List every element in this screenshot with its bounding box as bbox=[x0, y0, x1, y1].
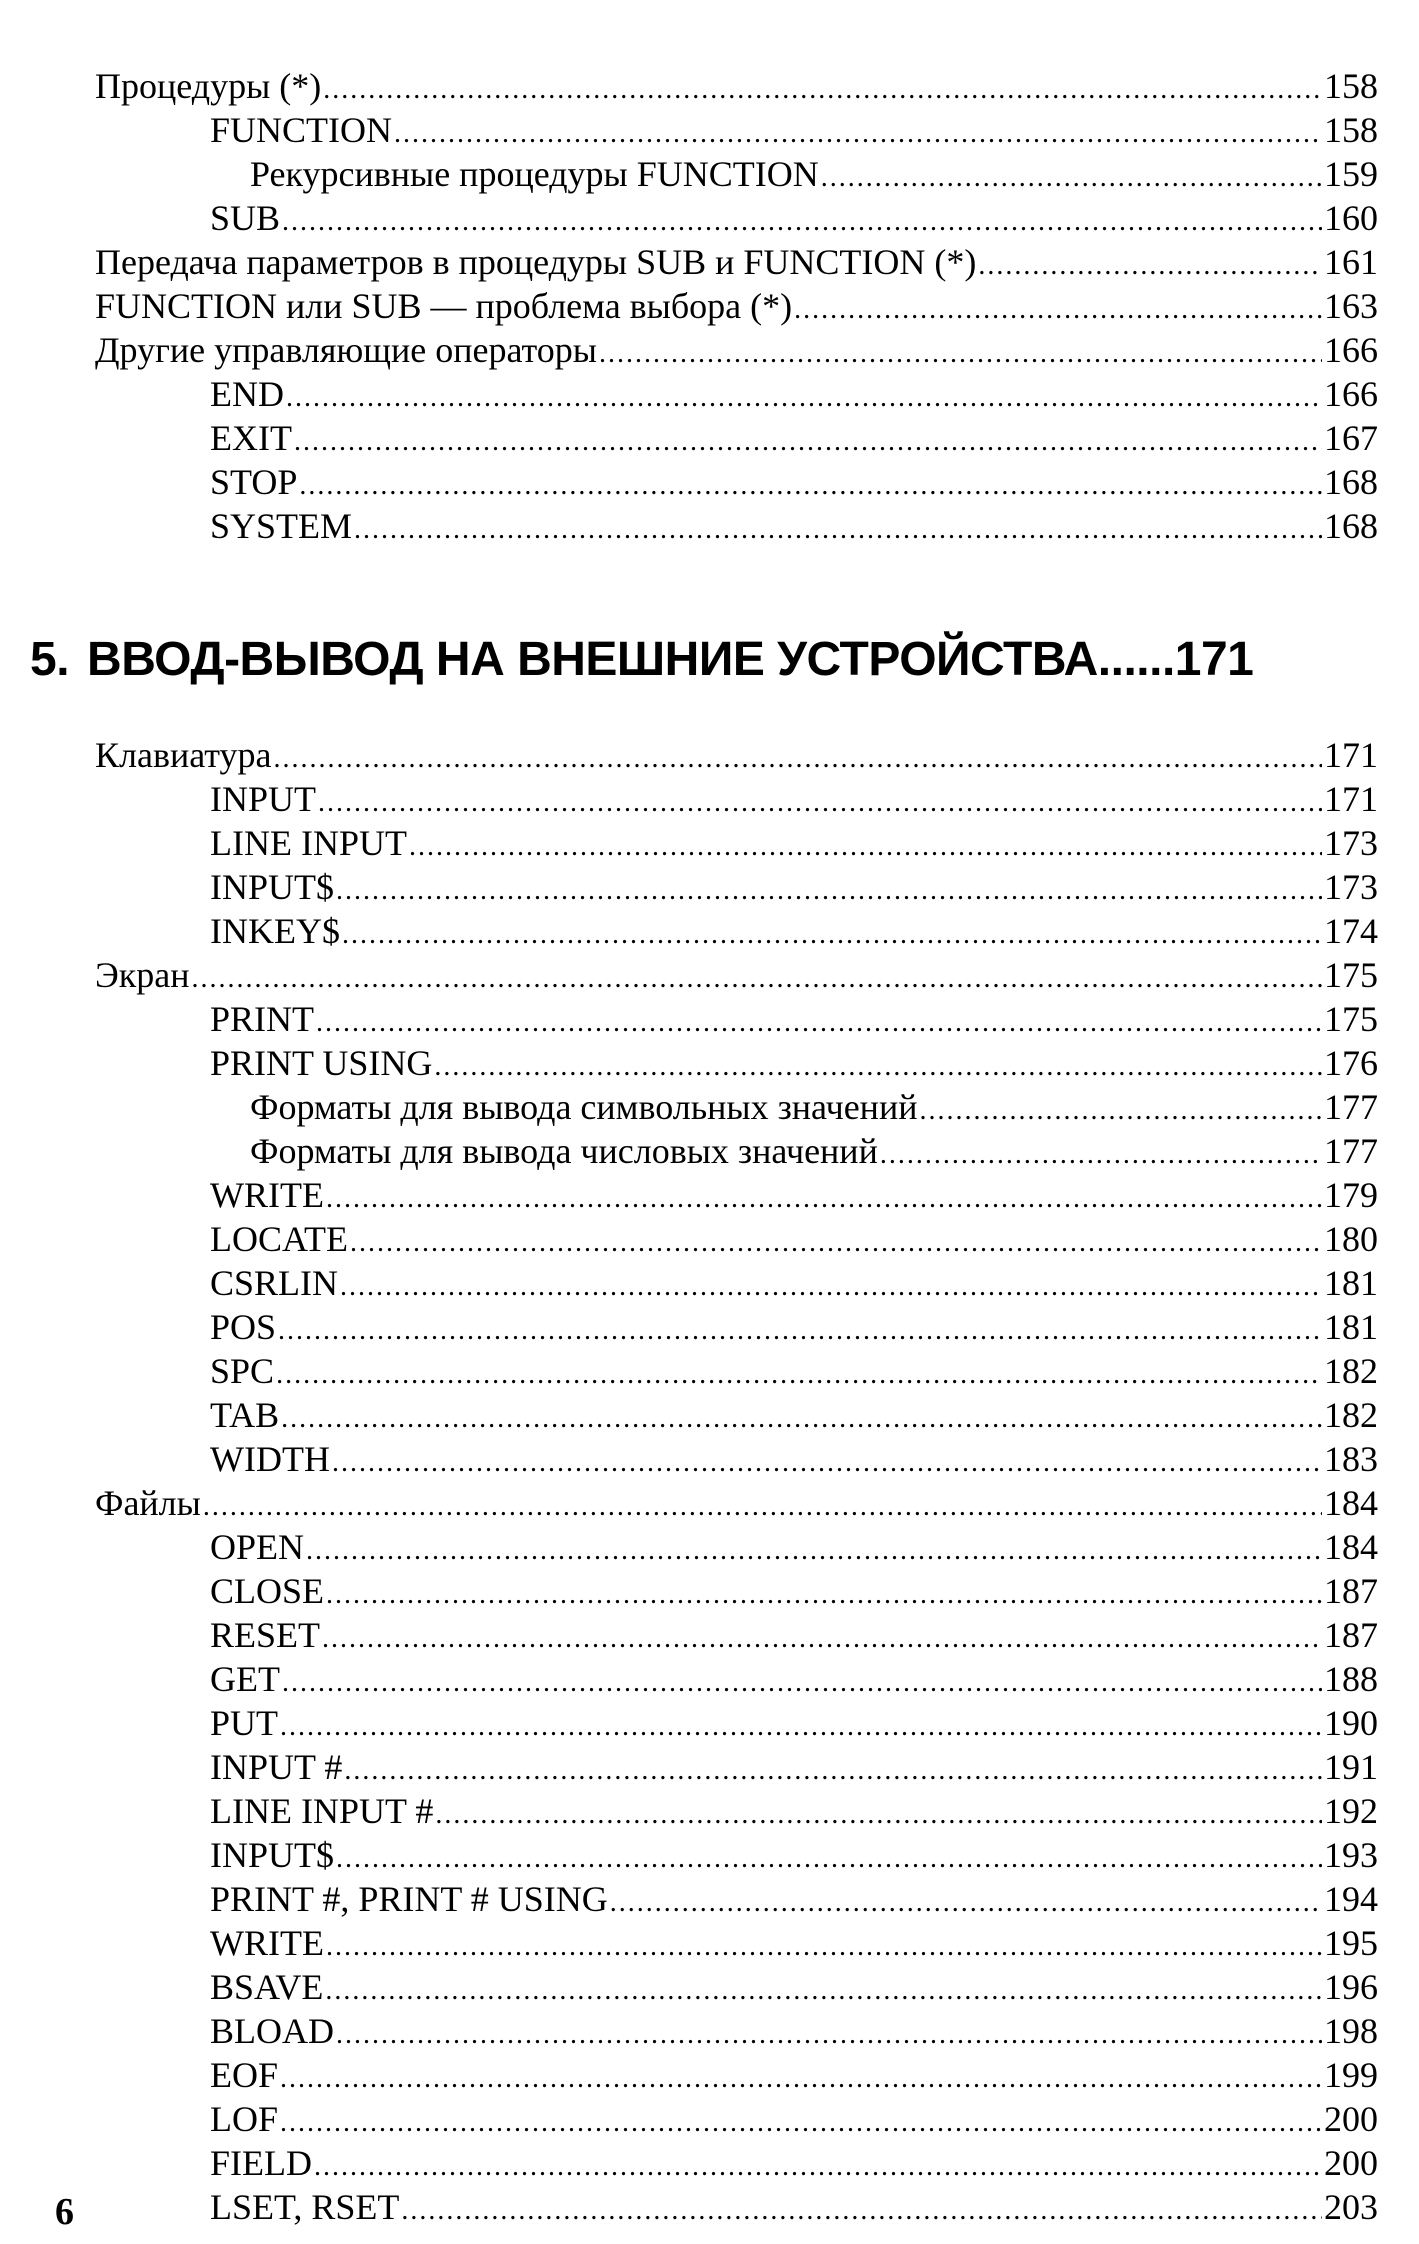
chapter-page: 171 bbox=[1174, 633, 1254, 686]
toc-entry bbox=[95, 2097, 1378, 2141]
toc-leader-dots bbox=[294, 420, 1322, 464]
toc-entry-title: FUNCTION или SUB — проблема выбора (*) bbox=[95, 286, 793, 326]
toc-entry bbox=[95, 1217, 1378, 1261]
toc-section-top bbox=[95, 64, 1378, 548]
toc-entry-page: 176 bbox=[1324, 1043, 1378, 1083]
toc-entry bbox=[95, 865, 1378, 909]
toc-entry bbox=[95, 1965, 1378, 2009]
toc-leader-dots bbox=[286, 376, 1322, 420]
toc-leader-dots bbox=[314, 2145, 1322, 2189]
toc-entry bbox=[95, 1261, 1378, 1305]
toc-entry-page: 200 bbox=[1324, 2099, 1378, 2139]
toc-entry bbox=[95, 460, 1378, 504]
toc-entry bbox=[95, 1129, 1378, 1173]
toc-entry bbox=[95, 1701, 1378, 1745]
toc-entry-page: 193 bbox=[1324, 1835, 1378, 1875]
toc-entry bbox=[95, 1173, 1378, 1217]
toc-entry bbox=[95, 372, 1378, 416]
toc-leader-dots bbox=[325, 1969, 1322, 2013]
toc-entry-page: 196 bbox=[1324, 1967, 1378, 2007]
toc-entry-page: 167 bbox=[1324, 418, 1378, 458]
toc-entry bbox=[95, 953, 1378, 997]
toc-entry-title: PRINT #, PRINT # USING bbox=[210, 1879, 608, 1919]
toc-entry-page: 160 bbox=[1324, 198, 1378, 238]
toc-entry-page: 195 bbox=[1324, 1923, 1378, 1963]
toc-leader-dots bbox=[282, 1661, 1322, 1705]
toc-entry bbox=[95, 1877, 1378, 1921]
toc-entry-page: 171 bbox=[1324, 779, 1378, 819]
toc-leader-dots bbox=[276, 1353, 1322, 1397]
toc-entry-title: Рекурсивные процедуры FUNCTION bbox=[250, 154, 819, 194]
toc-entry-title: PUT bbox=[210, 1703, 279, 1743]
toc-leader-dots bbox=[336, 869, 1322, 913]
toc-leader-dots bbox=[794, 288, 1322, 332]
toc-entry bbox=[95, 909, 1378, 953]
toc-leader-dots bbox=[192, 957, 1323, 1001]
toc-leader-dots bbox=[344, 1749, 1322, 1793]
toc-entry-page: 173 bbox=[1324, 867, 1378, 907]
toc-entry-page: 174 bbox=[1324, 911, 1378, 951]
toc-entry-page: 175 bbox=[1324, 955, 1378, 995]
toc-leader-dots bbox=[599, 332, 1322, 376]
toc-entry-title: FIELD bbox=[210, 2143, 312, 2183]
toc-entry bbox=[95, 1041, 1378, 1085]
toc-leader-dots bbox=[409, 825, 1322, 869]
toc-entry-page: 182 bbox=[1324, 1395, 1378, 1435]
toc-entry-title: Форматы для вывода числовых значений bbox=[250, 1131, 878, 1171]
toc-leader-dots bbox=[336, 2013, 1322, 2057]
toc-entry-title: EOF bbox=[210, 2055, 279, 2095]
toc-entry-page: 158 bbox=[1324, 66, 1378, 106]
toc-entry bbox=[95, 2141, 1378, 2185]
toc-entry-page: 163 bbox=[1324, 286, 1378, 326]
toc-entry-page: 182 bbox=[1324, 1351, 1378, 1391]
toc-entry-title: Процедуры (*) bbox=[95, 66, 322, 106]
toc-leader-dots bbox=[821, 156, 1322, 200]
toc-entry bbox=[95, 1569, 1378, 1613]
toc-entry bbox=[95, 1437, 1378, 1481]
toc-entry-title: WRITE bbox=[210, 1923, 324, 1963]
toc-entry bbox=[95, 1833, 1378, 1877]
toc-entry-title: INKEY$ bbox=[210, 911, 340, 951]
chapter-dots: ...... bbox=[1097, 633, 1175, 686]
toc-entry bbox=[95, 152, 1378, 196]
toc-entry-title: SUB bbox=[210, 198, 281, 238]
toc-entry-title: Передача параметров в процедуры SUB и FUNCTION (*) bbox=[95, 242, 977, 282]
toc-entry-title: SYSTEM bbox=[210, 506, 353, 546]
toc-entry bbox=[95, 2009, 1378, 2053]
toc-entry-title: TAB bbox=[210, 1395, 280, 1435]
toc-entry-title: CLOSE bbox=[210, 1571, 325, 1611]
toc-entry-title: Файлы bbox=[95, 1483, 201, 1523]
toc-entry-title: INPUT bbox=[210, 779, 316, 819]
toc-leader-dots bbox=[282, 200, 1322, 244]
toc-leader-dots bbox=[401, 2189, 1322, 2233]
toc-leader-dots bbox=[326, 1177, 1322, 1221]
toc-entry-page: 194 bbox=[1324, 1879, 1378, 1919]
toc-entry-page: 198 bbox=[1324, 2011, 1378, 2051]
toc-entry-title: LOCATE bbox=[210, 1219, 348, 1259]
toc-leader-dots bbox=[326, 1925, 1322, 1969]
toc-entry-page: 161 bbox=[1324, 242, 1378, 282]
toc-entry bbox=[95, 1305, 1378, 1349]
toc-entry-page: 181 bbox=[1324, 1307, 1378, 1347]
toc-entry-title: INPUT$ bbox=[210, 867, 334, 907]
toc-entry-title: CSRLIN bbox=[210, 1263, 339, 1303]
toc-entry-page: 187 bbox=[1324, 1615, 1378, 1655]
toc-leader-dots bbox=[340, 1265, 1322, 1309]
toc-entry bbox=[95, 1921, 1378, 1965]
toc-entry bbox=[95, 1657, 1378, 1701]
toc-leader-dots bbox=[610, 1881, 1322, 1925]
toc-entry-title: LSET, RSET bbox=[210, 2187, 400, 2227]
toc-entry bbox=[95, 733, 1378, 777]
toc-leader-dots bbox=[342, 913, 1322, 957]
toc-entry bbox=[95, 240, 1378, 284]
toc-entry-page: 168 bbox=[1324, 462, 1378, 502]
toc-leader-dots bbox=[350, 1221, 1322, 1265]
toc-leader-dots bbox=[978, 244, 1322, 288]
toc-leader-dots bbox=[280, 2057, 1322, 2101]
toc-leader-dots bbox=[354, 508, 1322, 552]
toc-entry-title: WRITE bbox=[210, 1175, 324, 1215]
toc-entry-page: 190 bbox=[1324, 1703, 1378, 1743]
toc-entry-title: END bbox=[210, 374, 284, 414]
toc-entry-page: 192 bbox=[1324, 1791, 1378, 1831]
toc-entry bbox=[95, 1393, 1378, 1437]
toc-entry-page: 173 bbox=[1324, 823, 1378, 863]
toc-leader-dots bbox=[280, 2101, 1322, 2145]
toc-entry-page: 183 bbox=[1324, 1439, 1378, 1479]
toc-entry-page: 199 bbox=[1324, 2055, 1378, 2095]
page-number: 6 bbox=[55, 2191, 74, 2233]
toc-entry-title: BSAVE bbox=[210, 1967, 324, 2007]
toc-entry-page: 171 bbox=[1324, 735, 1378, 775]
toc-entry-page: 166 bbox=[1324, 374, 1378, 414]
toc-leader-dots bbox=[203, 1485, 1322, 1529]
toc-entry-page: 181 bbox=[1324, 1263, 1378, 1303]
toc-entry-page: 191 bbox=[1324, 1747, 1378, 1787]
toc-entry bbox=[95, 1745, 1378, 1789]
toc-leader-dots bbox=[299, 464, 1322, 508]
toc-leader-dots bbox=[394, 112, 1322, 156]
toc-entry-title: STOP bbox=[210, 462, 298, 502]
toc-entry-title: INPUT$ bbox=[210, 1835, 334, 1875]
toc-leader-dots bbox=[306, 1529, 1322, 1573]
toc-leader-dots bbox=[281, 1397, 1322, 1441]
toc-entry bbox=[95, 504, 1378, 548]
toc-leader-dots bbox=[274, 737, 1322, 781]
toc-entry bbox=[95, 1085, 1378, 1129]
toc-entry-title: POS bbox=[210, 1307, 277, 1347]
toc-entry bbox=[95, 1789, 1378, 1833]
toc-entry bbox=[95, 1525, 1378, 1569]
toc-entry bbox=[95, 284, 1378, 328]
toc-entry bbox=[95, 328, 1378, 372]
toc-entry-page: 159 bbox=[1324, 154, 1378, 194]
toc-entry-page: 184 bbox=[1324, 1527, 1378, 1567]
toc-entry-page: 168 bbox=[1324, 506, 1378, 546]
toc-leader-dots bbox=[326, 1573, 1322, 1617]
toc-leader-dots bbox=[435, 1793, 1322, 1837]
toc-leader-dots bbox=[322, 1617, 1322, 1661]
toc-entry-title: SPC bbox=[210, 1351, 275, 1391]
toc-entry bbox=[95, 821, 1378, 865]
toc-entry bbox=[95, 196, 1378, 240]
chapter-title: ВВОД-ВЫВОД НА ВНЕШНИЕ УСТРОЙСТВА bbox=[87, 633, 1098, 686]
toc-entry-title: WIDTH bbox=[210, 1439, 330, 1479]
toc-leader-dots bbox=[919, 1089, 1322, 1133]
toc-entry-title: EXIT bbox=[210, 418, 292, 458]
toc-leader-dots bbox=[336, 1837, 1322, 1881]
toc-entry-title: LOF bbox=[210, 2099, 279, 2139]
toc-entry-title: GET bbox=[210, 1659, 280, 1699]
toc-entry-title: LINE INPUT # bbox=[210, 1791, 434, 1831]
toc-entry-title: Клавиатура bbox=[95, 735, 272, 775]
toc-entry-page: 187 bbox=[1324, 1571, 1378, 1611]
toc-entry-page: 166 bbox=[1324, 330, 1378, 370]
toc-entry-title: LINE INPUT bbox=[210, 823, 407, 863]
toc-entry bbox=[95, 2185, 1378, 2229]
toc-entry bbox=[95, 64, 1378, 108]
toc-entry-title: FUNCTION bbox=[210, 110, 393, 150]
toc-entry-page: 188 bbox=[1324, 1659, 1378, 1699]
toc-entry-page: 158 bbox=[1324, 110, 1378, 150]
toc-entry bbox=[95, 2053, 1378, 2097]
toc-entry-page: 177 bbox=[1324, 1131, 1378, 1171]
toc-entry bbox=[95, 108, 1378, 152]
toc-entry-title: RESET bbox=[210, 1615, 321, 1655]
toc-entry-title: PRINT bbox=[210, 999, 315, 1039]
toc-entry-title: BLOAD bbox=[210, 2011, 334, 2051]
toc-entry bbox=[95, 1613, 1378, 1657]
chapter-heading bbox=[30, 628, 1378, 692]
toc-entry-title: OPEN bbox=[210, 1527, 305, 1567]
toc-entry bbox=[95, 416, 1378, 460]
toc-entry-title: PRINT USING bbox=[210, 1043, 433, 1083]
toc-leader-dots bbox=[332, 1441, 1322, 1485]
toc-entry-page: 175 bbox=[1324, 999, 1378, 1039]
toc-leader-dots bbox=[323, 68, 1322, 112]
chapter-number: 5. bbox=[30, 633, 70, 686]
toc-entry bbox=[95, 1481, 1378, 1525]
toc-entry-page: 180 bbox=[1324, 1219, 1378, 1259]
toc-entry bbox=[95, 997, 1378, 1041]
toc-entry-title: INPUT # bbox=[210, 1747, 343, 1787]
toc-entry-page: 179 bbox=[1324, 1175, 1378, 1215]
toc-entry-title: Экран bbox=[95, 955, 190, 995]
toc-entry-title: Форматы для вывода символьных значений bbox=[250, 1087, 918, 1127]
toc-section-bottom bbox=[95, 733, 1378, 2229]
toc-entry bbox=[95, 777, 1378, 821]
toc-leader-dots bbox=[880, 1133, 1322, 1177]
toc-leader-dots bbox=[278, 1309, 1322, 1353]
toc-entry-page: 200 bbox=[1324, 2143, 1378, 2183]
toc-entry-title: Другие управляющие операторы bbox=[95, 330, 597, 370]
toc-leader-dots bbox=[316, 1001, 1322, 1045]
toc-leader-dots bbox=[318, 781, 1322, 825]
toc-leader-dots bbox=[434, 1045, 1322, 1089]
toc-entry-page: 177 bbox=[1324, 1087, 1378, 1127]
toc-entry-page: 184 bbox=[1324, 1483, 1378, 1523]
toc-entry-page: 203 bbox=[1324, 2187, 1378, 2227]
toc-entry bbox=[95, 1349, 1378, 1393]
toc-leader-dots bbox=[280, 1705, 1322, 1749]
